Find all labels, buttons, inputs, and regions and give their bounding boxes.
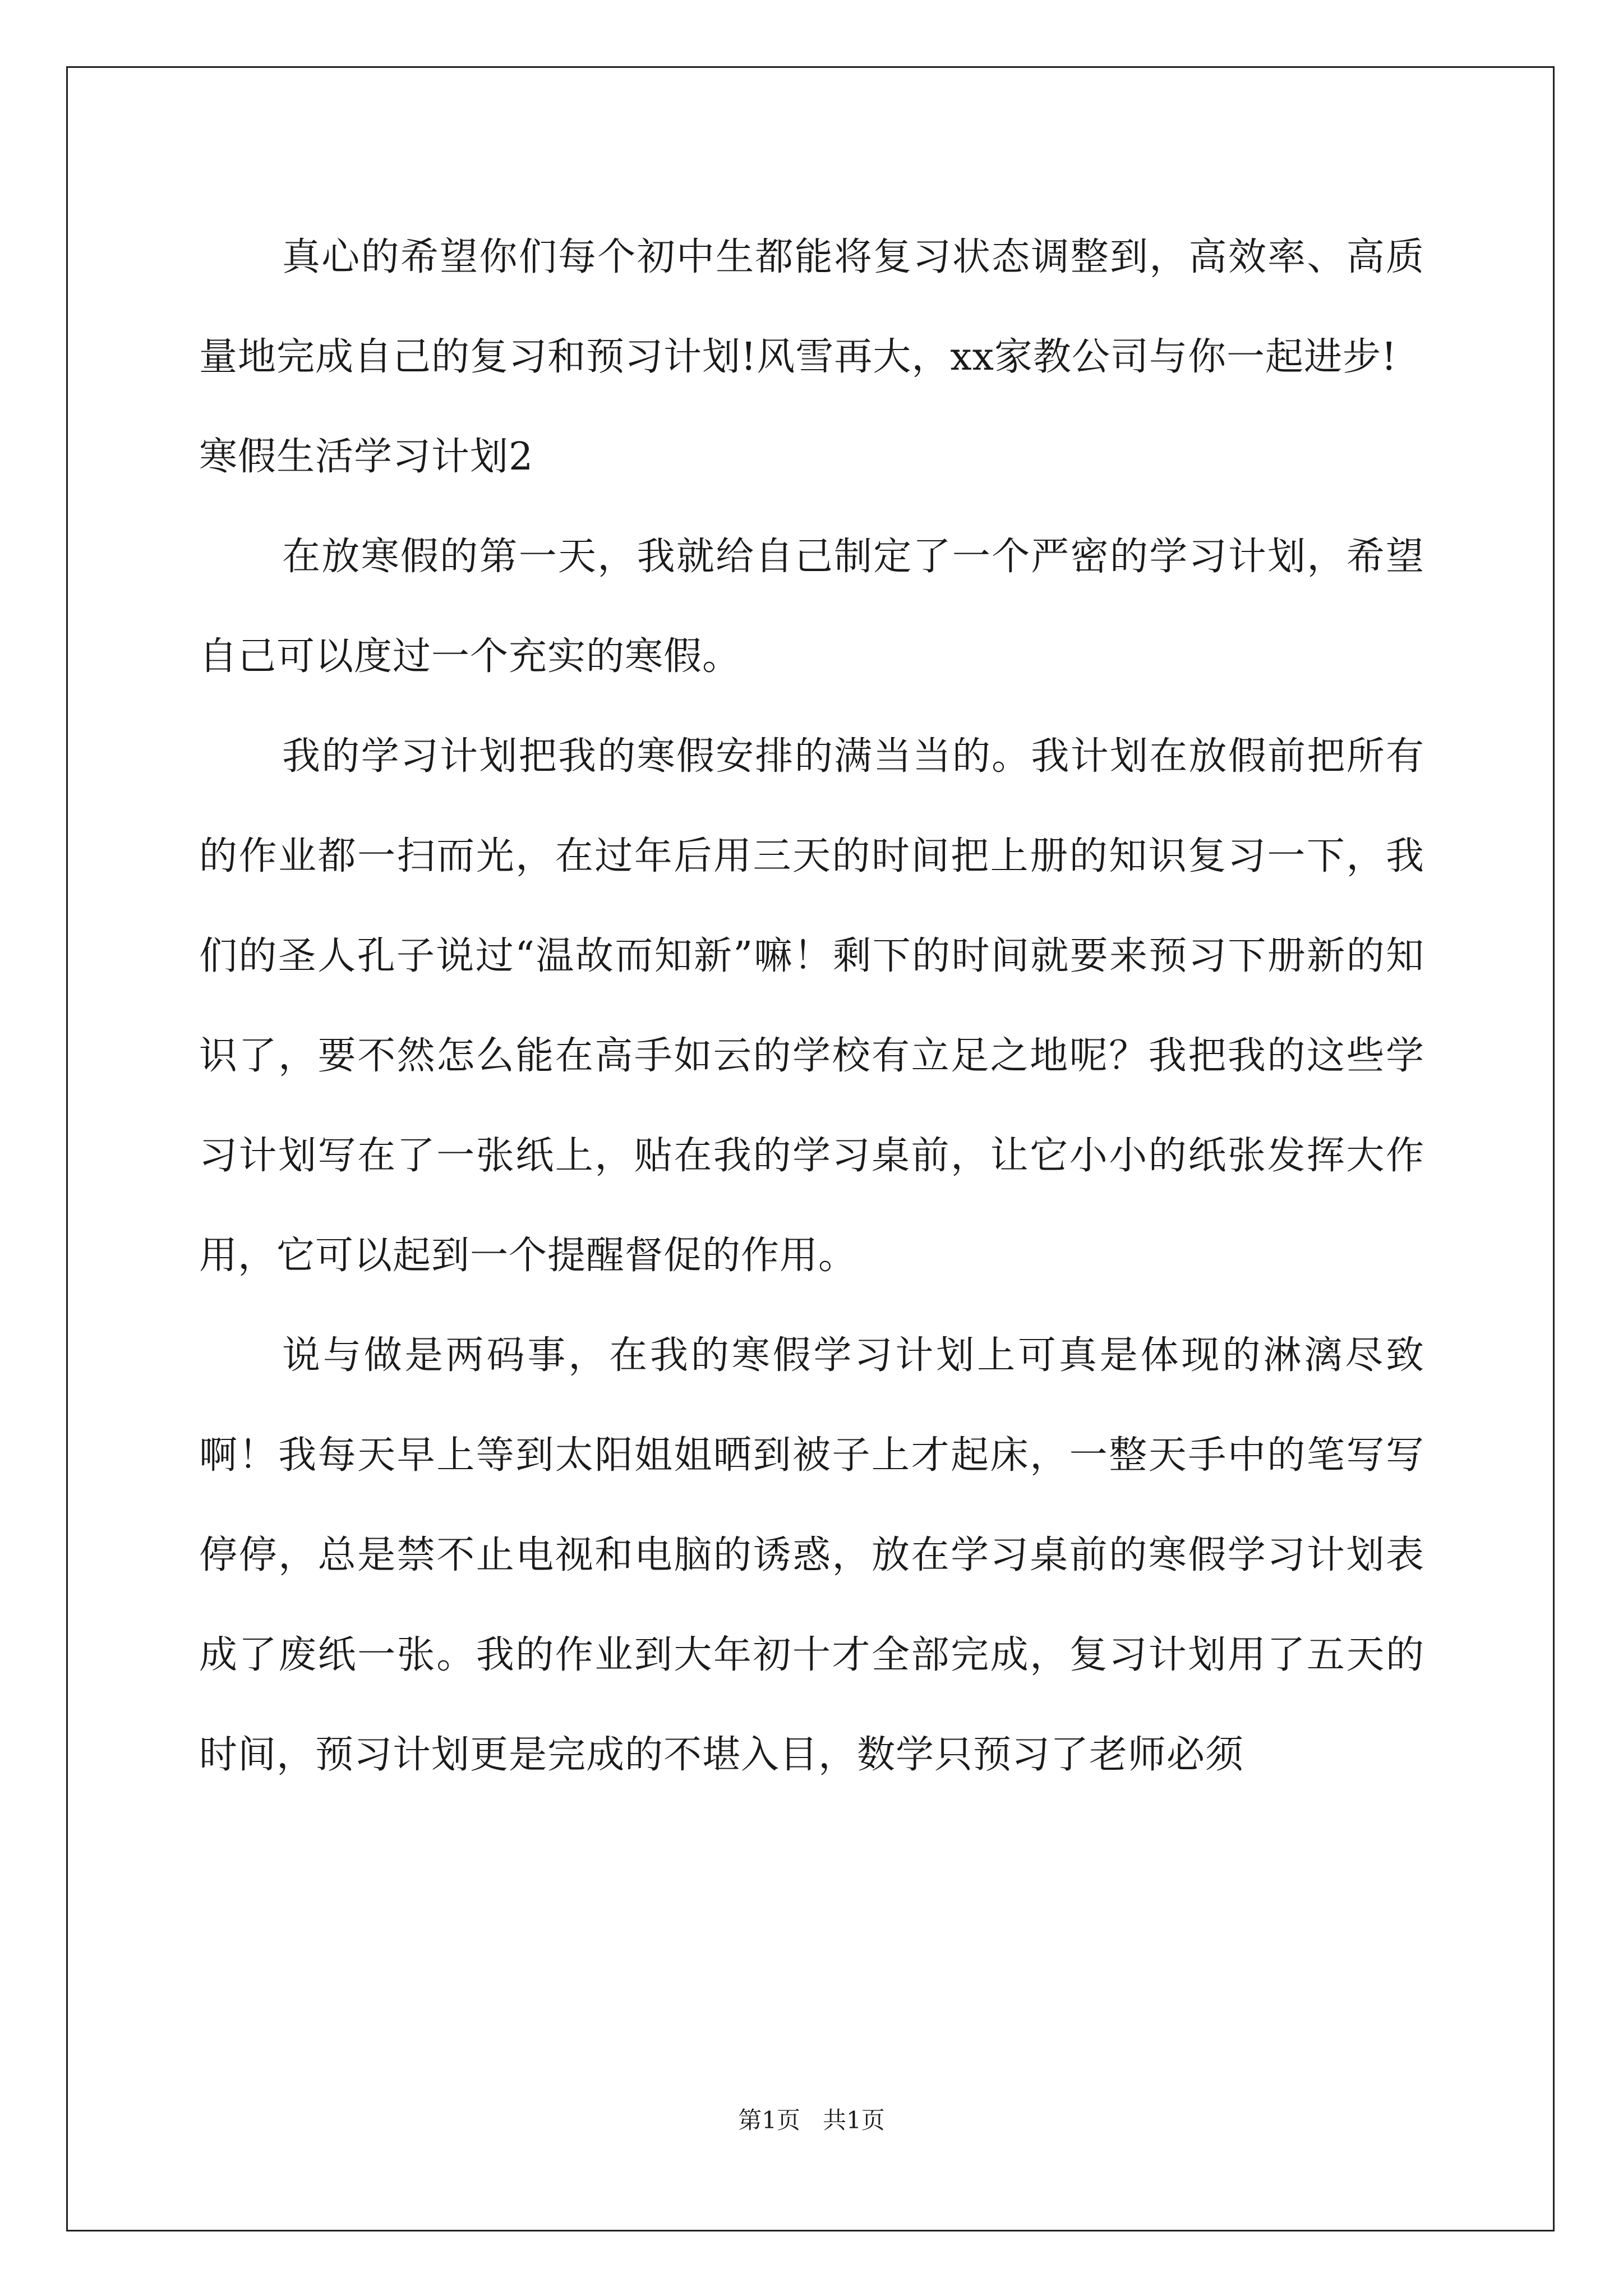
paragraph-first-day-plan: 在放寒假的第一天，我就给自己制定了一个严密的学习计划，希望自己可以度过一个充实的寒假。 (199, 535, 1424, 679)
document-body (199, 208, 1424, 1805)
section-heading: 寒假生活学习计划2 (199, 435, 534, 479)
paragraph-closing-wish: 真心的希望你们每个初中生都能将复习状态调整到，高效率、高质量地完成自己的复习和预习计划!风雪再大，xx家教公司与你一起进步! (199, 235, 1424, 379)
page-number: 第1页 (738, 2106, 800, 2134)
paragraph-plan-details: 我的学习计划把我的寒假安排的满当当的。我计划在放假前把所有的作业都一扫而光，在过年后用三天的时间把上册的知识复习一下，我们的圣人孔子说过“温故而知新”嘛！剩下的时间就要来预习下册新的知识了，要不然怎么能在高手如云的学校有立足之地呢？我把我的这些学习计划写在了一张纸上，贴在我的学习桌前，让它小小的纸张发挥大作用，它可以起到一个提醒督促的作用。 (199, 734, 1424, 1278)
page-footer (0, 2104, 1623, 2137)
page-total: 共1页 (823, 2106, 885, 2134)
paragraph-plan-reality: 说与做是两码事，在我的寒假学习计划上可真是体现的淋漓尽致啊！我每天早上等到太阳姐姐晒到被子上才起床，一整天手中的笔写写停停，总是禁不止电视和电脑的诱惑，放在学习桌前的寒假学习计划表成了废纸一张。我的作业到大年初十才全部完成，复习计划用了五天的时间，预习计划更是完成的不堪入目，数学只预习了老师必须 (199, 1333, 1424, 1777)
